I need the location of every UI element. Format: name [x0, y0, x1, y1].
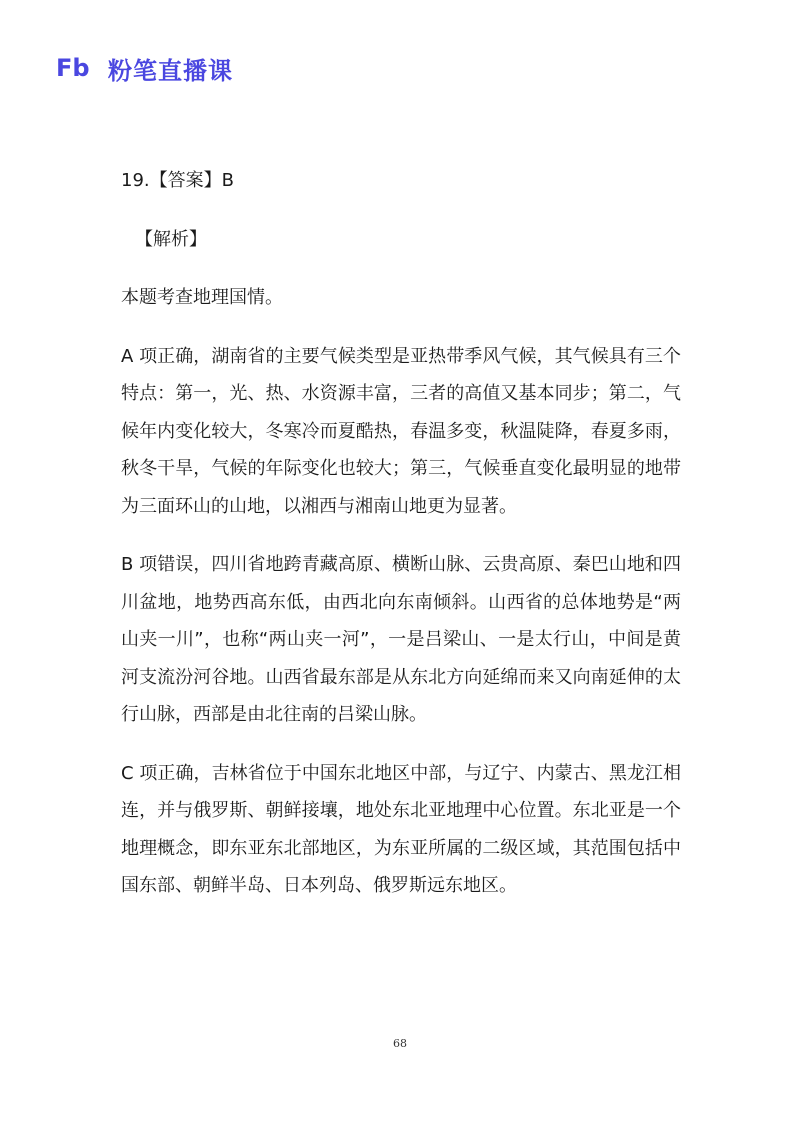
svg-text:Fb: Fb — [56, 55, 90, 81]
option-c-paragraph: C 项正确，吉林省位于中国东北地区中部，与辽宁、内蒙古、黑龙江相连，并与俄罗斯、朝鲜接壤，地处东北亚地理中心位置。东北亚是一个地理概念，即东亚东北部地区，为东亚所属的二级区域，其范围包括中国东部、朝鲜半岛、日本列岛、俄罗斯远东地区。 — [121, 762, 681, 896]
answer-line: 19.【答案】B — [121, 170, 234, 191]
option-a-paragraph: A 项正确，湖南省的主要气候类型是亚热带季风气候，其气候具有三个特点：第一，光、热、水资源丰富，三者的高值又基本同步；第二，气候年内变化较大，冬寒冷而夏酷热，春温多变，秋温陡降，春夏多雨，秋冬干旱，气候的年际变化也较大；第三，气候垂直变化最明显的地带为三面环山的山地，以湘西与湘南山地更为显著。 — [121, 345, 681, 517]
analysis-label: 【解析】 — [135, 228, 207, 250]
header — [56, 50, 233, 86]
page-number: 68 — [393, 1037, 407, 1050]
fenbi-logo-icon — [56, 55, 102, 81]
analysis-intro: 本题考查地理国情。 — [121, 287, 283, 308]
brand-name: 粉笔直播课 — [108, 56, 233, 85]
document-body — [121, 162, 681, 926]
option-b-paragraph: B 项错误，四川省地跨青藏高原、横断山脉、云贵高原、秦巴山地和四川盆地，地势西高东低，由西北向东南倾斜。山西省的总体地势是“两山夹一川”，也称“两山夹一河”，一是吕梁山、一是太行山，中间是黄河支流汾河谷地。山西省最东部是从东北方向延绵而来又向南延伸的太行山脉，西部是由北往南的吕梁山脉。 — [121, 554, 681, 725]
